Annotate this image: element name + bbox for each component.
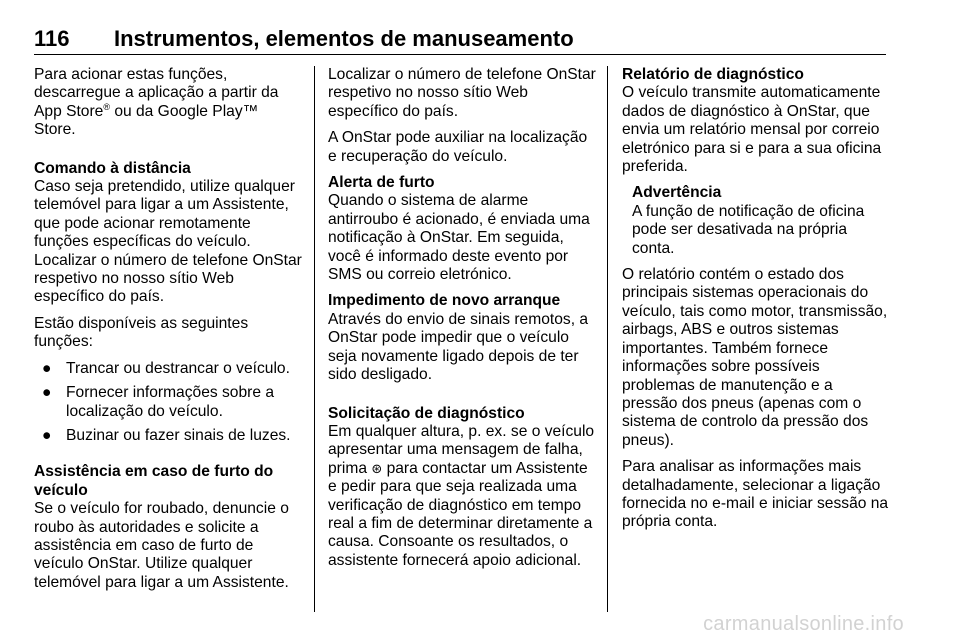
page-number: 116 [34,26,70,51]
page-title: Instrumentos, elementos de manuseamento [114,26,574,51]
column-middle [328,66,596,578]
theft-heading: Assistência em caso de furto do veículo [34,463,274,499]
warning-title: Advertência [632,184,722,202]
page-header [34,24,886,55]
diag-text: Em qualquer altura, p. ex. se o veículo apresentar uma mensagem de falha, prima ⊛ para contactar um Assistente e pedir para que seja realizada uma verificação de diagnóstico em tempo real a fim de determinar diretamente a causa. Consoante os resultados, o assistente fornecerá apoio adicional. [328,422,595,569]
column-divider-left [314,66,315,612]
available-text: Estão disponíveis as seguintes funções: [34,314,249,351]
start-heading: Impedimento de novo arranque [328,292,561,310]
diag-heading: Solicitação de diagnóstico [328,404,525,422]
remote-text: Caso seja pretendido, utilize qualquer telemóvel para ligar a um Assistente, que pode acionar remotamente funções específicas do veículo. Localizar o número de telefone OnStar respetivo no nosso sítio Web específico do país. [34,178,302,306]
assist-text: A OnStar pode auxiliar na localização e recuperação do veículo. [328,129,588,165]
start-text: Através do envio de sinais remotos, a OnStar pode impedir que o veículo seja novamente ligado depois de ter sido desligado. [328,310,589,384]
report-text: O veículo transmite automaticamente dados de diagnóstico à OnStar, que envia um relatório mensal por correio eletrónico para si e para a sua oficina preferida. [622,84,882,176]
intro-paragraph: Para acionar estas funções, descarregue a aplicação a partir da App Store® ou da Google Play™ Store. [34,66,279,139]
analyse-text: Para analisar as informações mais detalhadamente, selecionar a ligação fornecida no e-mail e iniciar sessão na própria conta. [622,458,889,531]
functions-list [34,360,302,446]
theft-text: Se o veículo for roubado, denuncie o roubo às autoridades e solicite a assistência em caso de furto de veículo OnStar. Utilize qualquer telemóvel para ligar a um Assistente. [34,500,289,591]
contents-text: O relatório contém o estado dos principais sistemas operacionais do veículo, tais como motor, transmissão, airbags, ABS e outros sistemas importantes. Também fornece informações sobre possíveis problemas de manutenção e a pressão dos pneus (apenas com o sistema de controlo da pressão dos pneus). [622,266,888,449]
remote-heading: Comando à distância [34,159,191,177]
column-left [34,66,302,600]
onstar-button-icon: ⊛ [371,460,383,476]
warning-box [622,184,890,258]
column-right [622,66,890,540]
alarm-text: Quando o sistema de alarme antirroubo é acionado, é enviada uma notificação à OnStar. Em seguida, você é informado deste evento por SMS ou correio eletrónico. [328,192,590,284]
locate-text: Localizar o número de telefone OnStar respetivo no nosso sítio Web específico do país. [328,66,596,120]
warning-text: A função de notificação de oficina pode ser desativada na própria conta. [632,202,865,257]
list-item: ● Fornecer informações sobre a localização do veículo. [42,384,275,420]
column-divider-right [607,66,608,612]
watermark: carmanualsonline.info [703,613,904,635]
report-heading: Relatório de diagnóstico [622,66,804,83]
list-item: ● Trancar ou destrancar o veículo. [42,359,290,377]
list-item: ● Buzinar ou fazer sinais de luzes. [42,426,291,444]
alarm-heading: Alerta de furto [328,174,435,192]
